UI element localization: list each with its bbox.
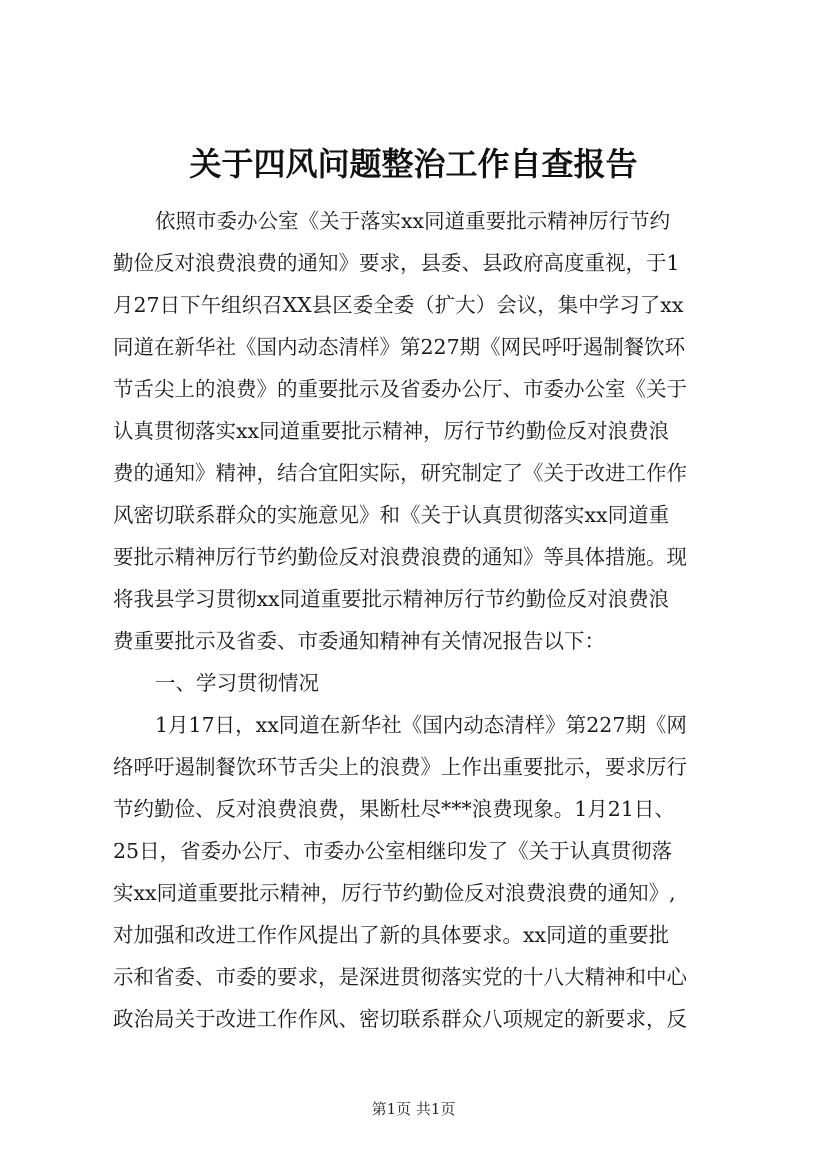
paragraph-line: 勤俭反对浪费浪费的通知》要求，县委、县政府高度重视，于1 [113, 251, 680, 275]
paragraph-line: 实xx同道重要批示精神，厉行节约勤俭反对浪费浪费的通知》, [113, 881, 676, 905]
paragraph-line: 依照市委办公室《关于落实xx同道重要批示精神厉行节约 [155, 209, 671, 233]
paragraph-line: 费重要批示及省委、市委通知精神有关情况报告以下： [113, 629, 605, 653]
paragraph-line: 节舌尖上的浪费》的重要批示及省委办公厅、市委办公室《关于 [113, 377, 687, 401]
paragraph-line: 风密切联系群众的实施意见》和《关于认真贯彻落实xx同道重 [113, 503, 670, 527]
document-title: 关于四风问题整治工作自查报告 [189, 145, 638, 183]
paragraph-line: 节约勤俭、反对浪费浪费，果断杜尽***浪费现象。1月21日、 [113, 797, 675, 821]
paragraph-line: 对加强和改进工作作风提出了新的具体要求。xx同道的重要批 [113, 923, 670, 947]
paragraph-line: 络呼吁遏制餐饮环节舌尖上的浪费》上作出重要批示，要求厉行 [113, 755, 687, 779]
paragraph-line: 示和省委、市委的要求，是深进贯彻落实党的十八大精神和中心 [113, 965, 687, 989]
section-heading: 一、学习贯彻情况 [155, 671, 319, 695]
document-body [113, 200, 713, 1040]
paragraph-line: 1月17日，xx同道在新华社《国内动态清样》第227期《网 [155, 713, 687, 737]
paragraph-line: 政治局关于改进工作作风、密切联系群众八项规定的新要求，反 [113, 1007, 687, 1031]
paragraph-line: 认真贯彻落实xx同道重要批示精神，厉行节约勤俭反对浪费浪 [113, 419, 670, 443]
paragraph-line: 将我县学习贯彻xx同道重要批示精神厉行节约勤俭反对浪费浪 [113, 587, 670, 611]
paragraph-line: 同道在新华社《国内动态清样》第227期《网民呼吁遏制餐饮环 [113, 335, 686, 359]
paragraph-line: 要批示精神厉行节约勤俭反对浪费浪费的通知》等具体措施。现 [113, 545, 687, 569]
paragraph-line: 25日，省委办公厅、市委办公室相继印发了《关于认真贯彻落 [113, 839, 673, 863]
page-number-footer: 第1页 共1页 [371, 1100, 456, 1118]
paragraph-line: 费的通知》精神，结合宜阳实际，研究制定了《关于改进工作作 [113, 461, 687, 485]
paragraph-line: 月27日下午组织召XX县区委全委（扩大）会议，集中学习了xx [113, 293, 684, 317]
